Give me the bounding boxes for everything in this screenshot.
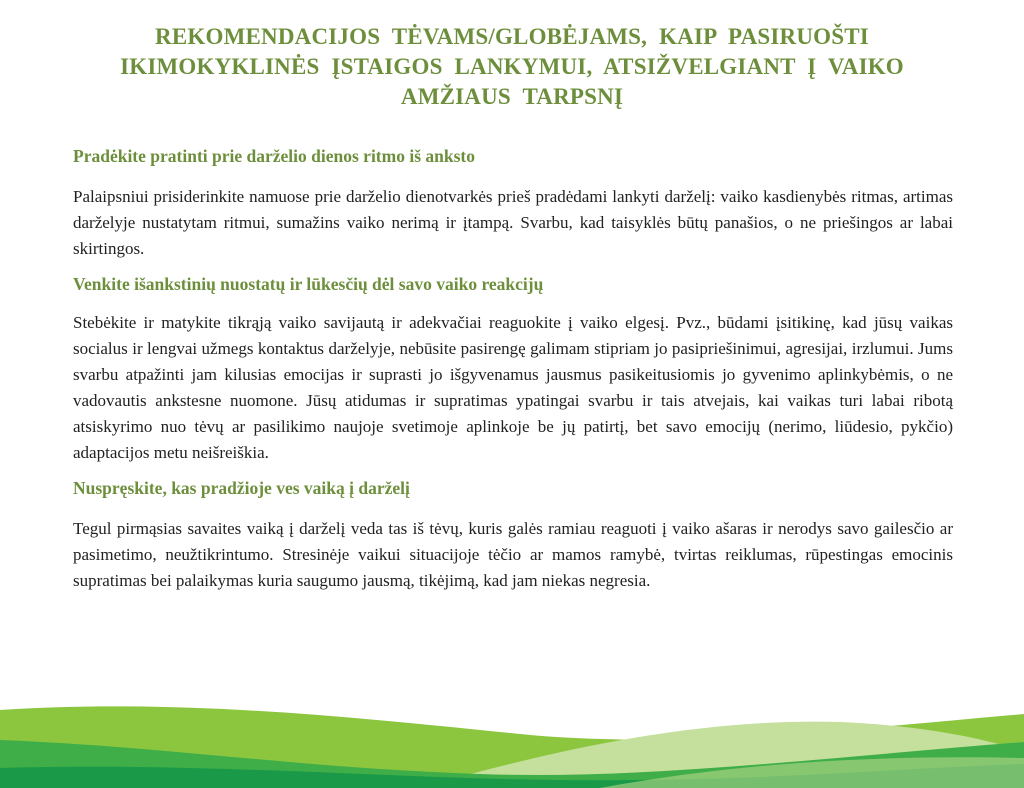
section-heading-expectations: Venkite išankstinių nuostatų ir lūkesčių dėl savo vaiko reakcijų [73,274,544,294]
section-heading-who-takes-child: Nuspręskite, kas pradžioje ves vaiką į darželį [73,478,410,498]
section-paragraph-who-takes-child: Tegul pirmąsias savaites vaiką į darželį veda tas iš tėvų, kuris galės ramiau reaguoti į vaiko ašaras ir nerodys savo gailesčio ar pasimetimo, neužtikrintumo. Stresinėje vaikui situacijoje tėčio ar mamos ramybė, tvirtas reiklumas, rūpestingas emocinis supratimas bei palaikymas kuria saugumo jausmą, tikėjimą, kad jam niekas negresia. [73,519,953,590]
section-paragraph-expectations: Stebėkite ir matykite tikrąją vaiko savijautą ir adekvačiai reaguokite į vaiko elgesį. Pvz., būdami įsitikinę, kad jūsų vaikas socialus ir lengvai užmegs kontaktus darželyje, nebūsite pasirengę galimam stipriam jo pasipriešinimui, agresijai, irzlumui. Jums svarbu atpažinti jam kilusias emocijas ir suprasti jo išgyvenamus jausmus pasikeitusiomis jo gyvenimo aplinkybėmis, o ne vadovautis ankstesne nuomone. Jūsų atidumas ir supratimas ypatingai svarbu ir tais atvejais, kai vaikas turi labai ribotą atsiskyrimo nuo tėvų ar pasilikimo naujoje svetimoje aplinkoje be jų patirtį, bet savo emocijų (nerimo, liūdesio, pykčio) adaptacijos metu neišreiškia. [73,313,953,462]
green-wave-decoration [0,688,1024,788]
title-line-1: REKOMENDACIJOS TĖVAMS/GLOBĖJAMS, KAIP PASIRUOŠTI [155,24,869,49]
section-paragraph-daily-rhythm: Palaipsniui prisiderinkite namuose prie darželio dienotvarkės prieš pradėdami lankyti darželį: vaiko kasdienybės ritmas, artimas darželyje nustatytam ritmui, sumažins vaiko nerimą ir įtampą. Svarbu, kad taisyklės būtų panašios, o ne priešingos ar labai skirtingos. [73,187,953,258]
title-line-2: IKIMOKYKLINĖS ĮSTAIGOS LANKYMUI, ATSIŽVELGIANT Į VAIKO [120,54,904,79]
document-body [73,144,953,594]
document-title [90,22,934,112]
title-line-3: AMŽIAUS TARPSNĮ [400,84,624,109]
section-heading-daily-rhythm: Pradėkite pratinti prie darželio dienos ritmo iš anksto [73,146,475,166]
